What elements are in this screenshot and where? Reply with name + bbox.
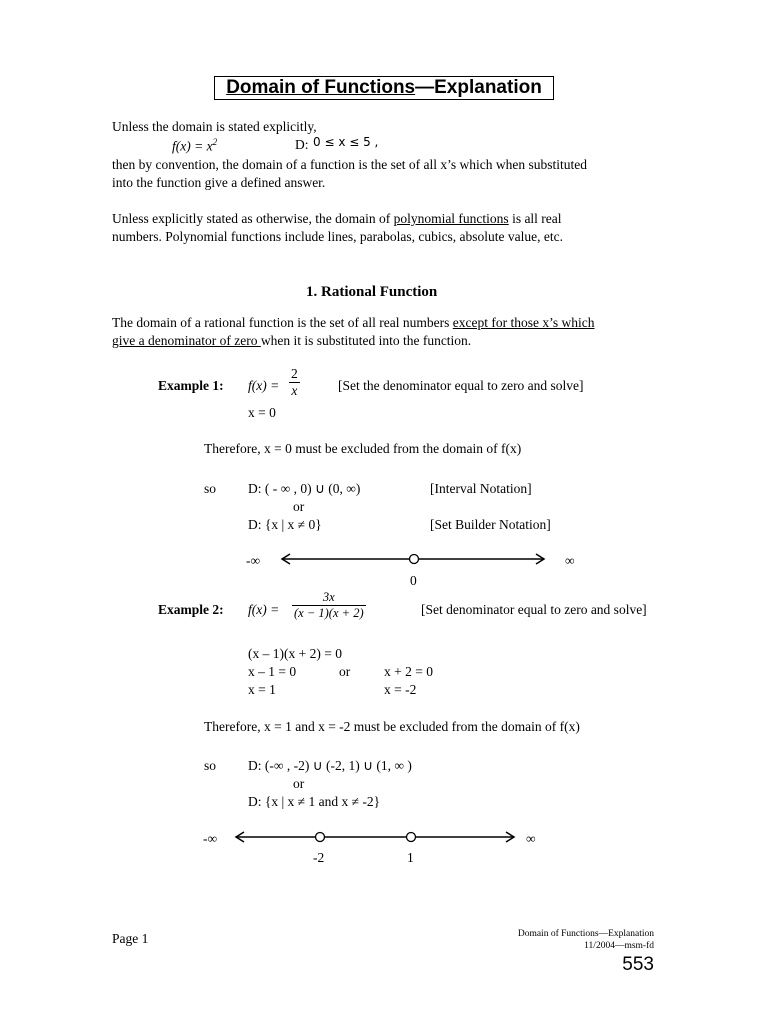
example-2-eq2-or: or [339, 664, 351, 679]
example-2-note: [Set denominator equal to zero and solve] [421, 602, 647, 617]
example-2-eq2b: x + 2 = 0 [384, 664, 433, 679]
example-1-setbuilder: D: {x | x ≠ 0} [248, 517, 322, 532]
rational-underlined-a: except for those x’s which [452, 315, 595, 330]
poly-line-1 [112, 211, 562, 227]
example-1-numerator: 2 [291, 366, 298, 381]
example-2-eq3b: x = -2 [384, 682, 417, 697]
example-2-or: or [293, 776, 305, 791]
example-1-so: so [204, 481, 217, 496]
section-heading: 1. Rational Function [306, 284, 438, 300]
number-line-1-label-0: 0 [410, 573, 417, 588]
intro-function-lhs: f(x) = x [172, 138, 213, 154]
intro-function [172, 137, 217, 155]
page-title [214, 76, 554, 100]
example-2-eq2a: x – 1 = 0 [248, 664, 297, 679]
poly-underlined: polynomial functions [393, 211, 509, 226]
example-2-so: so [204, 758, 217, 773]
poly-text-a: Unless explicitly stated as otherwise, the domain of [112, 211, 394, 226]
example-2-numerator: 3x [322, 590, 335, 604]
footer-page-label: Page 1 [112, 931, 149, 946]
example-1-interval: D: ( - ∞ , 0) ∪ (0, ∞) [248, 481, 361, 496]
intro-domain-value: 0 ≤ x ≤ 5 , [313, 135, 379, 149]
intro-line-4: into the function give a defined answer. [112, 175, 326, 190]
number-line-2-label-1: 1 [407, 850, 414, 865]
example-1-fraction [289, 366, 300, 399]
intro-function-exponent: 2 [212, 137, 218, 147]
number-line-1-neg-inf: -∞ [246, 553, 261, 568]
number-line-2-label-neg2: -2 [313, 850, 325, 865]
example-2-eq3a: x = 1 [248, 682, 276, 697]
example-2-setbuilder: D: {x | x ≠ 1 and x ≠ -2} [248, 794, 381, 809]
rational-text-b: when it is substituted into the function. [260, 333, 472, 348]
example-2-interval: D: (-∞ , -2) ∪ (-2, 1) ∪ (1, ∞ ) [248, 758, 412, 773]
example-1-lhs: f(x) = [248, 378, 280, 393]
title-rest: —Explanation [415, 77, 542, 98]
example-1-note: [Set the denominator equal to zero and solve] [338, 378, 584, 393]
rational-text-a: The domain of a rational function is the set of all real numbers [112, 315, 453, 330]
example-2-eq1: (x – 1)(x + 2) = 0 [248, 646, 342, 661]
poly-text-b: is all real [508, 211, 562, 226]
footer-doc-code: 11/2004—msm-fd [584, 941, 654, 951]
number-line-2-open-point-1 [407, 833, 416, 842]
footer-page-number: 553 [622, 954, 654, 975]
example-1-solve: x = 0 [248, 405, 276, 420]
rational-line-2 [112, 333, 471, 349]
number-line-2 [234, 830, 516, 844]
example-1-setbuilder-note: [Set Builder Notation] [430, 517, 551, 532]
rational-line-1 [112, 315, 595, 331]
title-underlined: Domain of Functions [226, 77, 416, 98]
example-2-therefore: Therefore, x = 1 and x = -2 must be excluded from the domain of f(x) [204, 719, 580, 734]
number-line-1-pos-inf: ∞ [565, 553, 575, 568]
example-1-interval-note: [Interval Notation] [430, 481, 532, 496]
intro-line-1: Unless the domain is stated explicitly, [112, 119, 317, 134]
intro-line-3: then by convention, the domain of a function is the set of all x’s which when substituted [112, 157, 588, 172]
example-1-label: Example 1: [158, 378, 224, 393]
intro-domain-label: D: [295, 137, 309, 152]
poly-line-2: numbers. Polynomial functions include lines, parabolas, cubics, absolute value, etc. [112, 229, 564, 244]
number-line-1 [280, 552, 546, 566]
number-line-2-open-point-neg2 [316, 833, 325, 842]
example-2-lhs: f(x) = [248, 602, 280, 617]
example-1-denominator: x [289, 382, 300, 399]
number-line-2-pos-inf: ∞ [526, 831, 536, 846]
example-2-label: Example 2: [158, 602, 224, 617]
example-1-therefore: Therefore, x = 0 must be excluded from the domain of f(x) [204, 441, 522, 456]
example-1-or: or [293, 499, 305, 514]
number-line-1-open-point-0 [410, 555, 419, 564]
rational-underlined-b: give a denominator of zero [112, 333, 261, 348]
example-2-denominator: (x − 1)(x + 2) [294, 606, 364, 620]
example-2-fraction [292, 590, 366, 621]
number-line-2-neg-inf: -∞ [203, 831, 218, 846]
footer-doc-title: Domain of Functions—Explanation [517, 929, 654, 939]
